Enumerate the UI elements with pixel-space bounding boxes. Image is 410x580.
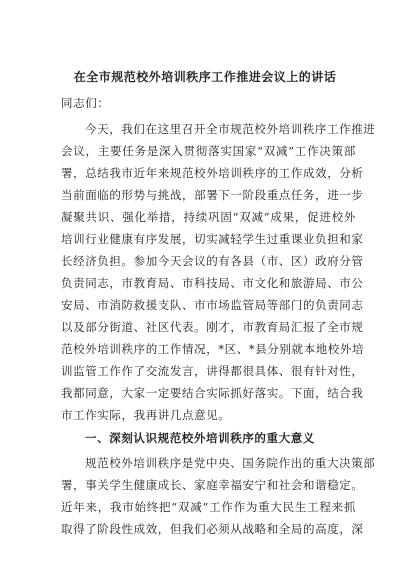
- section-heading: 一、深刻认识规范校外培训秩序的重大意义: [85, 431, 315, 445]
- paragraph-line: 规范校外培训秩序是党中央、国务院作出的重大决策部: [85, 456, 376, 470]
- paragraph-line: 安局、市消防救援支队、市市场监管局等部门的负责同志: [61, 298, 364, 312]
- document-title: 在全市规范校外培训秩序工作推进会议上的讲话: [73, 70, 337, 84]
- paragraph-line: 市工作实际，我再讲几点意见。: [61, 408, 231, 422]
- paragraph-line: 取得了阶段性成效，但我们必须从战略和全局的高度，深: [61, 522, 364, 536]
- paragraph-line: 署，总结我市近年来规范校外培训秩序的工作成效，分析: [61, 166, 364, 180]
- paragraph-line: 今天，我们在这里召开全市规范校外培训秩序工作推进: [85, 122, 376, 136]
- paragraph-line: 以及部分街道、社区代表。刚才，市教育局汇报了全市规: [61, 320, 364, 334]
- paragraph-line: 我都同意，大家一定要结合实际抓好落实。下面，结合我: [61, 386, 364, 400]
- paragraph-line: 凝聚共识、强化举措，持续巩固“双减”成果，促进校外: [61, 210, 356, 224]
- paragraph-line: 范校外培训秩序的工作情况，*区、*县分别就本地校外培: [61, 342, 365, 356]
- paragraph-line: 近年来，我市始终把“双减”工作作为重大民生工程来抓: [61, 500, 356, 514]
- salutation: 同志们：: [61, 96, 110, 110]
- paragraph-line: 训监管工作作了交流发言，讲得都很具体、很有针对性，: [61, 364, 364, 378]
- paragraph-line: 当前面临的形势与挑战，部署下一阶段重点任务，进一步: [61, 188, 364, 202]
- paragraph-line: 负责同志，市教育局、市科技局、市文化和旅游局、市公: [61, 276, 364, 290]
- paragraph-line: 培训行业健康有序发展，切实减轻学生过重课业负担和家: [61, 232, 364, 246]
- paragraph-line: 署，事关学生健康成长、家庭幸福安宁和社会和谐稳定。: [61, 478, 364, 492]
- paragraph-line: 会议，主要任务是深入贯彻落实国家“双减”工作决策部: [61, 144, 356, 158]
- paragraph-line: 长经济负担。参加今天会议的有各县（市、区）政府分管: [61, 254, 364, 268]
